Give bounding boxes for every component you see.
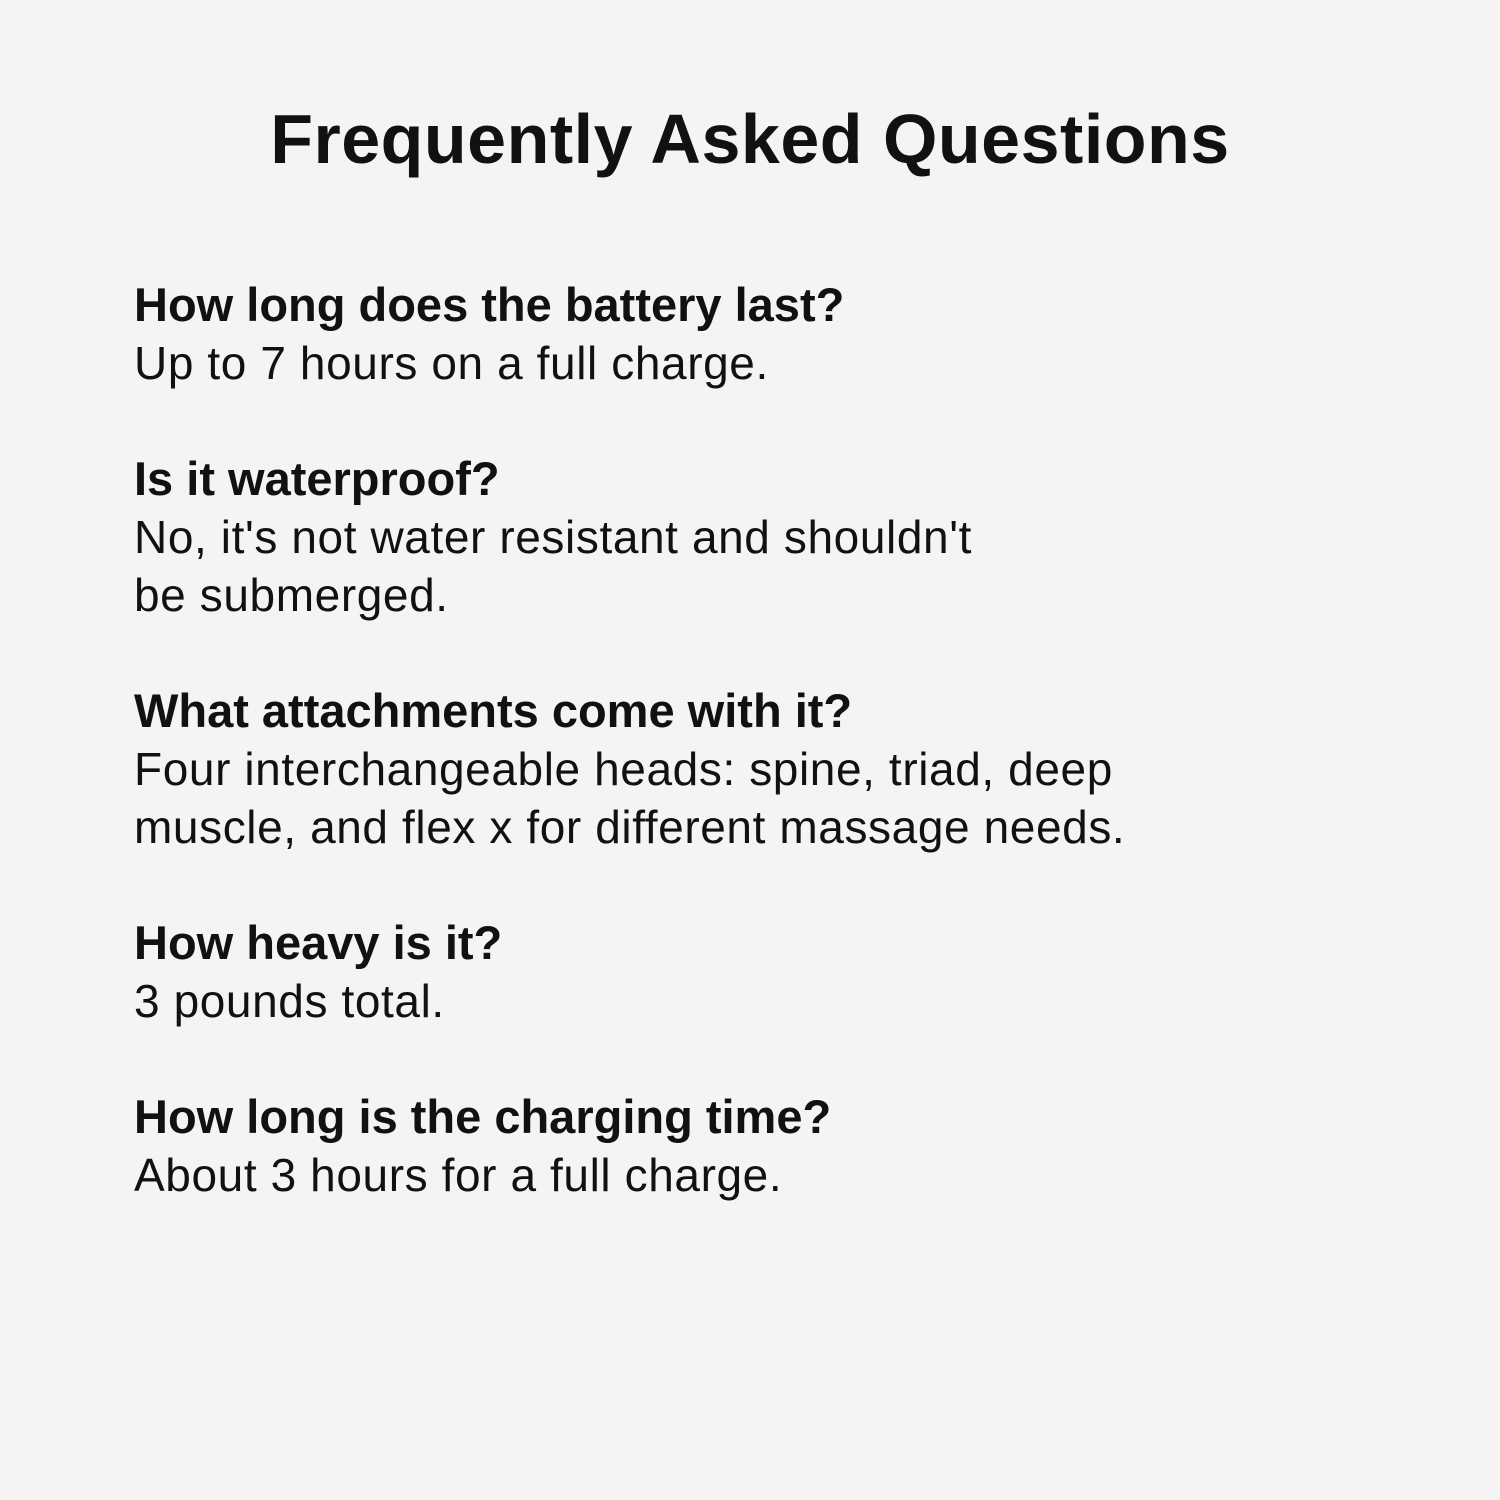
faq-question: How long is the charging time? <box>134 1090 832 1143</box>
faq-item <box>134 450 1284 624</box>
faq-answer-line: 3 pounds total. <box>134 975 445 1027</box>
faq-item <box>134 1088 1284 1204</box>
faq-answer-line: muscle, and flex x for different massage needs. <box>134 801 1126 853</box>
faq-answer-line: Up to 7 hours on a full charge. <box>134 337 769 389</box>
faq-item <box>134 682 1284 856</box>
faq-question: How heavy is it? <box>134 916 503 969</box>
faq-item <box>134 276 1284 392</box>
faq-answer-line: Four interchangeable heads: spine, triad, deep <box>134 743 1113 795</box>
faq-list <box>134 276 1284 1262</box>
faq-answer-line: be submerged. <box>134 569 449 621</box>
faq-item <box>134 914 1284 1030</box>
faq-question: Is it waterproof? <box>134 452 500 505</box>
faq-question: How long does the battery last? <box>134 278 845 331</box>
faq-answer-line: No, it's not water resistant and shouldn't <box>134 511 972 563</box>
faq-answer-line: About 3 hours for a full charge. <box>134 1149 783 1201</box>
faq-question: What attachments come with it? <box>134 684 853 737</box>
page-title: Frequently Asked Questions <box>270 100 1230 178</box>
